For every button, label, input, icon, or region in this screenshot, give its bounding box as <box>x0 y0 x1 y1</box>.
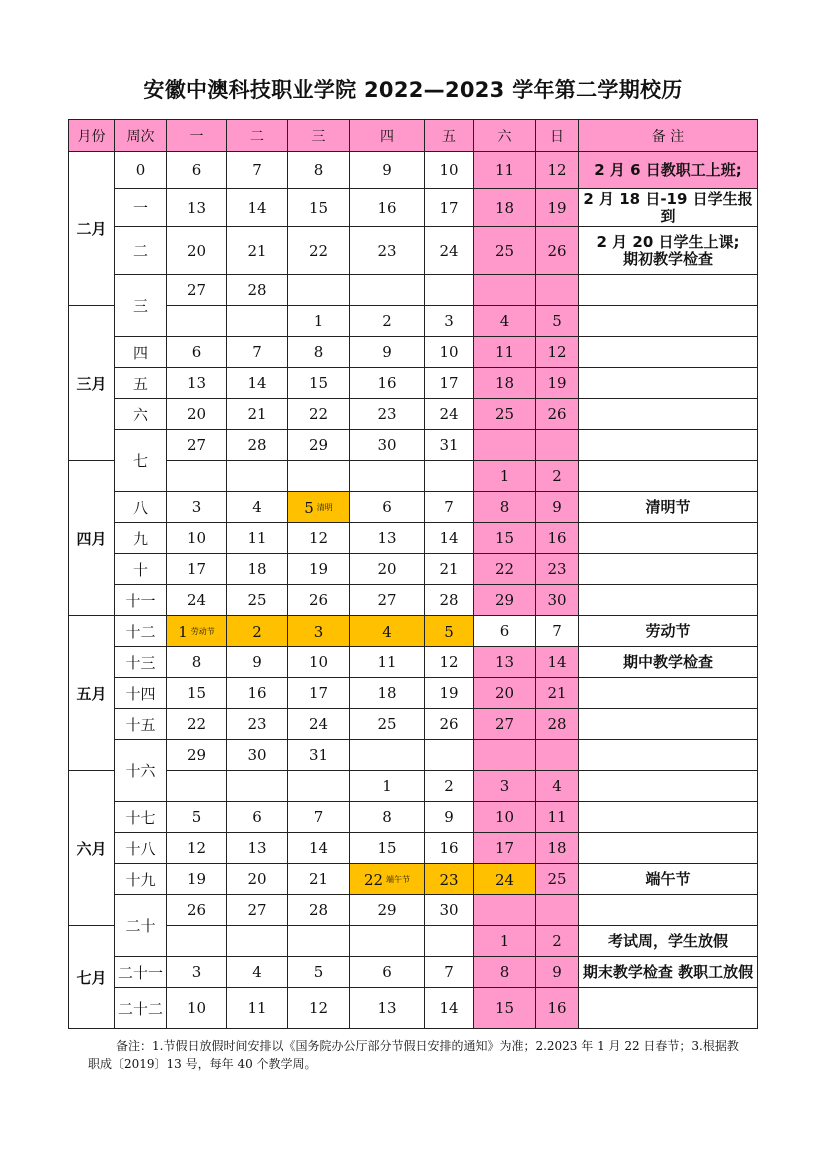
day-cell-thu: 25 <box>350 709 425 740</box>
week-number: 十二 <box>115 616 167 647</box>
day-number: 24 <box>494 870 515 889</box>
note-cell: 期中教学检查 <box>579 647 758 678</box>
note-cell <box>579 337 758 368</box>
day-cell-wed: 5 <box>288 957 350 988</box>
day-number: 22 <box>363 870 384 889</box>
week-number: 一 <box>115 189 167 227</box>
day-cell-wed <box>288 461 350 492</box>
day-cell-wed: 21 <box>288 864 350 895</box>
calendar-row <box>69 833 758 864</box>
day-cell-tue <box>227 306 288 337</box>
week-number: 十一 <box>115 585 167 616</box>
day-cell-wed: 12 <box>288 523 350 554</box>
note-cell <box>579 771 758 802</box>
calendar-row <box>69 647 758 678</box>
week-number: 十八 <box>115 833 167 864</box>
day-cell-tue: 11 <box>227 988 288 1029</box>
day-cell-sat <box>474 740 536 771</box>
month-label: 六月 <box>69 771 115 926</box>
day-cell-wed: 22 <box>288 399 350 430</box>
calendar-row <box>69 709 758 740</box>
day-cell-fri <box>425 275 474 306</box>
calendar-row <box>69 895 758 926</box>
day-cell-fri: 26 <box>425 709 474 740</box>
calendar-row <box>69 554 758 585</box>
day-cell-sat: 10 <box>474 802 536 833</box>
note-cell <box>579 554 758 585</box>
day-cell-mon: 29 <box>167 740 227 771</box>
day-cell-sun: 2 <box>536 461 579 492</box>
day-cell-wed <box>288 492 350 523</box>
calendar-row <box>69 189 758 227</box>
day-cell-wed: 29 <box>288 430 350 461</box>
day-cell-sun: 5 <box>536 306 579 337</box>
day-number: 23 <box>439 870 459 889</box>
header-month: 月份 <box>69 120 115 152</box>
day-cell-thu <box>350 616 425 647</box>
note-cell <box>579 368 758 399</box>
day-cell-tue: 9 <box>227 647 288 678</box>
week-number: 十四 <box>115 678 167 709</box>
day-cell-tue: 6 <box>227 802 288 833</box>
day-cell-tue: 30 <box>227 740 288 771</box>
day-cell-sun: 28 <box>536 709 579 740</box>
day-cell-wed: 19 <box>288 554 350 585</box>
day-cell-mon: 5 <box>167 802 227 833</box>
day-cell-fri: 28 <box>425 585 474 616</box>
week-number: 十 <box>115 554 167 585</box>
day-cell-sat: 22 <box>474 554 536 585</box>
day-cell-tue: 14 <box>227 189 288 227</box>
day-cell-wed: 8 <box>288 152 350 189</box>
day-cell-fri: 14 <box>425 523 474 554</box>
day-cell-fri: 7 <box>425 492 474 523</box>
day-cell-fri: 30 <box>425 895 474 926</box>
note-cell: 2 月 6 日教职工上班; <box>579 152 758 189</box>
day-cell-mon: 27 <box>167 430 227 461</box>
header-week: 周次 <box>115 120 167 152</box>
day-cell-sun <box>536 740 579 771</box>
day-cell-mon: 3 <box>167 492 227 523</box>
day-cell-thu: 30 <box>350 430 425 461</box>
school-calendar-table <box>68 119 758 1029</box>
day-cell-wed: 26 <box>288 585 350 616</box>
day-cell-wed: 15 <box>288 368 350 399</box>
day-cell-sun: 18 <box>536 833 579 864</box>
day-cell-sat: 6 <box>474 616 536 647</box>
day-cell-thu: 6 <box>350 492 425 523</box>
day-cell-mon: 10 <box>167 988 227 1029</box>
day-cell-sun: 16 <box>536 523 579 554</box>
day-cell-wed <box>288 275 350 306</box>
day-cell-sun: 26 <box>536 399 579 430</box>
day-cell-tue: 18 <box>227 554 288 585</box>
day-number: 4 <box>382 622 392 641</box>
day-cell-sat: 27 <box>474 709 536 740</box>
day-cell-sun: 9 <box>536 492 579 523</box>
day-cell-sat: 18 <box>474 368 536 399</box>
day-cell-thu: 16 <box>350 368 425 399</box>
day-cell-thu <box>350 740 425 771</box>
day-cell-sat: 25 <box>474 227 536 275</box>
day-number: 1 <box>178 622 188 641</box>
day-cell-mon: 22 <box>167 709 227 740</box>
calendar-row <box>69 616 758 647</box>
day-cell-fri: 14 <box>425 988 474 1029</box>
header-row <box>69 120 758 152</box>
day-cell-fri: 31 <box>425 430 474 461</box>
day-cell-sat: 25 <box>474 399 536 430</box>
week-number: 十三 <box>115 647 167 678</box>
week-number: 十九 <box>115 864 167 895</box>
day-cell-sat: 15 <box>474 988 536 1029</box>
day-cell-fri: 24 <box>425 227 474 275</box>
day-cell-mon: 12 <box>167 833 227 864</box>
day-cell-wed: 28 <box>288 895 350 926</box>
day-cell-sun: 16 <box>536 988 579 1029</box>
day-cell-fri: 21 <box>425 554 474 585</box>
calendar-row <box>69 430 758 461</box>
calendar-row <box>69 306 758 337</box>
header-day-tue: 二 <box>227 120 288 152</box>
day-cell-fri <box>425 740 474 771</box>
note-cell: 端午节 <box>579 864 758 895</box>
day-cell-thu: 20 <box>350 554 425 585</box>
day-cell-thu: 8 <box>350 802 425 833</box>
day-cell-sat: 1 <box>474 461 536 492</box>
day-cell-mon: 13 <box>167 368 227 399</box>
header-day-sun: 日 <box>536 120 579 152</box>
note-cell <box>579 523 758 554</box>
footnote: 备注：1.节假日放假时间安排以《国务院办公厅部分节假日安排的通知》为准；2.2023 年 1 月 22 日春节；3.根据教职成〔2019〕13 号，每年 40 个教学周。 <box>88 1039 739 1071</box>
day-cell-sat: 8 <box>474 957 536 988</box>
day-cell-mon: 6 <box>167 337 227 368</box>
day-cell-tue <box>227 771 288 802</box>
day-cell-fri: 12 <box>425 647 474 678</box>
day-cell-sun: 4 <box>536 771 579 802</box>
month-label: 七月 <box>69 926 115 1029</box>
day-cell-thu: 23 <box>350 227 425 275</box>
calendar-row <box>69 926 758 957</box>
day-cell-thu: 18 <box>350 678 425 709</box>
day-cell-thu: 13 <box>350 988 425 1029</box>
day-cell-wed: 12 <box>288 988 350 1029</box>
day-cell-sun: 12 <box>536 337 579 368</box>
day-cell-fri: 10 <box>425 337 474 368</box>
day-cell-mon <box>167 616 227 647</box>
day-cell-sun <box>536 430 579 461</box>
day-cell-sun: 19 <box>536 189 579 227</box>
day-cell-fri: 3 <box>425 306 474 337</box>
day-cell-mon: 6 <box>167 152 227 189</box>
header-note: 备 注 <box>579 120 758 152</box>
day-cell-tue: 4 <box>227 957 288 988</box>
calendar-row <box>69 802 758 833</box>
day-cell-sun <box>536 275 579 306</box>
day-cell-sat: 3 <box>474 771 536 802</box>
day-cell-tue <box>227 461 288 492</box>
day-cell-mon: 20 <box>167 227 227 275</box>
calendar-row <box>69 461 758 492</box>
note-cell <box>579 895 758 926</box>
day-cell-sat <box>474 864 536 895</box>
day-cell-mon: 15 <box>167 678 227 709</box>
day-cell-mon <box>167 461 227 492</box>
day-cell-fri <box>425 461 474 492</box>
day-cell-mon <box>167 771 227 802</box>
calendar-row <box>69 492 758 523</box>
day-cell-sun: 25 <box>536 864 579 895</box>
day-number: 2 <box>252 622 262 641</box>
week-number: 0 <box>115 152 167 189</box>
day-cell-thu: 2 <box>350 306 425 337</box>
note-cell <box>579 740 758 771</box>
note-cell: 考试周，学生放假 <box>579 926 758 957</box>
week-number: 五 <box>115 368 167 399</box>
day-cell-wed: 31 <box>288 740 350 771</box>
day-number: 5 <box>444 622 454 641</box>
day-cell-wed: 10 <box>288 647 350 678</box>
day-cell-thu <box>350 864 425 895</box>
day-cell-mon: 27 <box>167 275 227 306</box>
day-cell-wed: 8 <box>288 337 350 368</box>
day-cell-tue: 25 <box>227 585 288 616</box>
day-cell-mon: 10 <box>167 523 227 554</box>
month-label: 三月 <box>69 306 115 461</box>
calendar-row <box>69 337 758 368</box>
day-cell-tue: 16 <box>227 678 288 709</box>
day-cell-tue: 21 <box>227 399 288 430</box>
day-cell-sun: 23 <box>536 554 579 585</box>
day-cell-thu <box>350 926 425 957</box>
calendar-row <box>69 368 758 399</box>
day-cell-tue: 21 <box>227 227 288 275</box>
day-cell-tue: 7 <box>227 152 288 189</box>
day-cell-fri: 17 <box>425 368 474 399</box>
day-cell-sat: 17 <box>474 833 536 864</box>
day-cell-mon <box>167 306 227 337</box>
day-cell-fri: 16 <box>425 833 474 864</box>
day-cell-thu: 1 <box>350 771 425 802</box>
day-cell-wed: 17 <box>288 678 350 709</box>
note-cell <box>579 275 758 306</box>
day-number: 5 <box>304 498 314 517</box>
week-number: 四 <box>115 337 167 368</box>
week-number: 十五 <box>115 709 167 740</box>
day-cell-sat <box>474 895 536 926</box>
week-number: 八 <box>115 492 167 523</box>
calendar-row <box>69 585 758 616</box>
day-cell-sat: 18 <box>474 189 536 227</box>
day-cell-tue <box>227 926 288 957</box>
note-cell: 劳动节 <box>579 616 758 647</box>
note-cell: 清明节 <box>579 492 758 523</box>
header-day-mon: 一 <box>167 120 227 152</box>
day-cell-sun: 21 <box>536 678 579 709</box>
day-cell-sun: 14 <box>536 647 579 678</box>
day-cell-sat <box>474 430 536 461</box>
day-cell-thu <box>350 275 425 306</box>
note-cell <box>579 461 758 492</box>
month-label: 五月 <box>69 616 115 771</box>
day-cell-mon: 19 <box>167 864 227 895</box>
day-cell-mon: 8 <box>167 647 227 678</box>
day-cell-thu: 15 <box>350 833 425 864</box>
calendar-row <box>69 771 758 802</box>
week-number: 二 <box>115 227 167 275</box>
calendar-row <box>69 227 758 275</box>
note-cell: 期末教学检查 教职工放假 <box>579 957 758 988</box>
calendar-row <box>69 864 758 895</box>
day-cell-sat: 20 <box>474 678 536 709</box>
week-number: 三 <box>115 275 167 337</box>
month-label: 二月 <box>69 152 115 306</box>
day-cell-wed: 14 <box>288 833 350 864</box>
header-day-wed: 三 <box>288 120 350 152</box>
day-cell-thu: 16 <box>350 189 425 227</box>
day-cell-tue: 23 <box>227 709 288 740</box>
week-number: 二十 <box>115 895 167 957</box>
day-cell-thu <box>350 461 425 492</box>
note-cell: 2 月 20 日学生上课; 期初教学检查 <box>579 227 758 275</box>
day-cell-fri <box>425 616 474 647</box>
day-cell-mon: 26 <box>167 895 227 926</box>
day-cell-thu: 27 <box>350 585 425 616</box>
header-day-sat: 六 <box>474 120 536 152</box>
note-cell <box>579 709 758 740</box>
day-cell-sat: 11 <box>474 152 536 189</box>
day-cell-thu: 9 <box>350 337 425 368</box>
day-cell-mon: 3 <box>167 957 227 988</box>
day-cell-wed: 7 <box>288 802 350 833</box>
day-cell-fri <box>425 864 474 895</box>
day-cell-sun: 7 <box>536 616 579 647</box>
day-cell-mon: 17 <box>167 554 227 585</box>
day-cell-tue: 28 <box>227 430 288 461</box>
note-cell <box>579 678 758 709</box>
day-cell-wed: 22 <box>288 227 350 275</box>
note-cell <box>579 802 758 833</box>
day-cell-fri: 10 <box>425 152 474 189</box>
day-cell-thu: 29 <box>350 895 425 926</box>
day-cell-fri: 7 <box>425 957 474 988</box>
calendar-row <box>69 275 758 306</box>
day-cell-wed <box>288 616 350 647</box>
day-cell-sun: 12 <box>536 152 579 189</box>
calendar-row <box>69 523 758 554</box>
day-cell-tue: 13 <box>227 833 288 864</box>
day-cell-thu: 9 <box>350 152 425 189</box>
day-cell-mon: 24 <box>167 585 227 616</box>
note-cell <box>579 306 758 337</box>
day-cell-sun: 30 <box>536 585 579 616</box>
day-cell-sun <box>536 895 579 926</box>
day-number: 3 <box>313 622 324 641</box>
day-cell-sun: 19 <box>536 368 579 399</box>
day-cell-sun: 11 <box>536 802 579 833</box>
note-cell <box>579 585 758 616</box>
calendar-row <box>69 740 758 771</box>
day-cell-sat: 13 <box>474 647 536 678</box>
week-number: 十七 <box>115 802 167 833</box>
day-cell-tue: 20 <box>227 864 288 895</box>
note-cell <box>579 430 758 461</box>
day-cell-sun: 2 <box>536 926 579 957</box>
day-cell-fri: 24 <box>425 399 474 430</box>
note-cell <box>579 399 758 430</box>
day-cell-sat: 1 <box>474 926 536 957</box>
day-cell-tue: 7 <box>227 337 288 368</box>
day-cell-tue: 28 <box>227 275 288 306</box>
day-cell-sat <box>474 275 536 306</box>
holiday-tag: 清明 <box>316 503 333 512</box>
day-cell-tue <box>227 616 288 647</box>
day-cell-wed: 24 <box>288 709 350 740</box>
calendar-row <box>69 152 758 189</box>
header-day-fri: 五 <box>425 120 474 152</box>
week-number: 二十一 <box>115 957 167 988</box>
day-cell-wed <box>288 771 350 802</box>
day-cell-thu: 13 <box>350 523 425 554</box>
day-cell-fri: 2 <box>425 771 474 802</box>
note-cell: 2 月 18 日-19 日学生报到 <box>579 189 758 227</box>
day-cell-fri: 19 <box>425 678 474 709</box>
day-cell-thu: 11 <box>350 647 425 678</box>
day-cell-mon: 13 <box>167 189 227 227</box>
calendar-row <box>69 678 758 709</box>
header-day-thu: 四 <box>350 120 425 152</box>
day-cell-mon <box>167 926 227 957</box>
page-title: 安徽中澳科技职业学院 2022—2023 学年第二学期校历 <box>143 78 683 102</box>
day-cell-sun: 9 <box>536 957 579 988</box>
day-cell-tue: 4 <box>227 492 288 523</box>
holiday-tag: 劳动节 <box>190 627 215 636</box>
day-cell-sat: 15 <box>474 523 536 554</box>
week-number: 二十二 <box>115 988 167 1029</box>
day-cell-sun: 26 <box>536 227 579 275</box>
day-cell-sat: 4 <box>474 306 536 337</box>
day-cell-fri <box>425 926 474 957</box>
week-number: 六 <box>115 399 167 430</box>
day-cell-wed: 15 <box>288 189 350 227</box>
month-label: 四月 <box>69 461 115 616</box>
calendar-row <box>69 399 758 430</box>
day-cell-wed <box>288 926 350 957</box>
day-cell-tue: 14 <box>227 368 288 399</box>
day-cell-sat: 8 <box>474 492 536 523</box>
day-cell-fri: 17 <box>425 189 474 227</box>
week-number: 九 <box>115 523 167 554</box>
note-cell <box>579 988 758 1029</box>
day-cell-thu: 23 <box>350 399 425 430</box>
calendar-row <box>69 957 758 988</box>
day-cell-thu: 6 <box>350 957 425 988</box>
day-cell-tue: 27 <box>227 895 288 926</box>
week-number: 七 <box>115 430 167 492</box>
day-cell-fri: 9 <box>425 802 474 833</box>
day-cell-wed: 1 <box>288 306 350 337</box>
day-cell-tue: 11 <box>227 523 288 554</box>
day-cell-sat: 29 <box>474 585 536 616</box>
calendar-row <box>69 988 758 1029</box>
week-number: 十六 <box>115 740 167 802</box>
note-cell <box>579 833 758 864</box>
holiday-tag: 端午节 <box>386 875 411 884</box>
day-cell-sat: 11 <box>474 337 536 368</box>
day-cell-mon: 20 <box>167 399 227 430</box>
